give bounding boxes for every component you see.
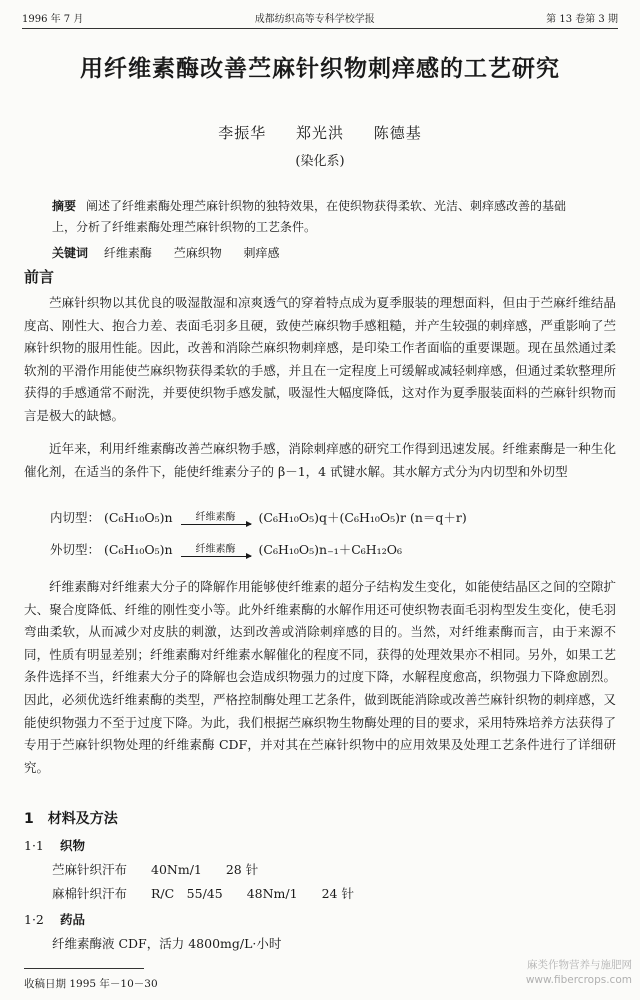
watermark-line: www.fibercrops.com bbox=[525, 974, 632, 986]
fabric-gauge: 28 针 bbox=[225, 862, 259, 877]
keyword: 刺痒感 bbox=[243, 246, 280, 260]
subsection-chemicals bbox=[24, 910, 85, 928]
formula-product: (C₆H₁₀O₅)n₋₁＋C₆H₁₂O₆ bbox=[258, 542, 402, 557]
fabric-name: 苎麻针织汗布 bbox=[52, 862, 128, 877]
footnote-rule bbox=[24, 968, 144, 969]
keywords bbox=[52, 244, 588, 261]
keyword: 苎麻织物 bbox=[173, 246, 222, 260]
running-header bbox=[22, 6, 618, 29]
keyword: 纤维素酶 bbox=[103, 246, 152, 260]
paper-title: 用纤维素酶改善苎麻针织物刺痒感的工艺研究 bbox=[80, 56, 560, 82]
subsection-number: 1·1 bbox=[24, 838, 44, 853]
abstract-text: 阐述了纤维素酶处理苎麻针织物的独特效果，在使织物获得柔软、光洁、刺痒感改善的基础上，分析了纤维素酶处理苎麻针织物的工艺条件。 bbox=[52, 199, 567, 234]
formula-endo bbox=[50, 508, 467, 526]
footnote-received-date: 收稿日期 1995 年－10－30 bbox=[24, 978, 158, 990]
reaction-arrow bbox=[181, 512, 251, 525]
fabric-count: 40Nm/1 bbox=[151, 862, 202, 877]
formula-reactant: (C₆H₁₀O₅)n bbox=[104, 542, 173, 557]
enzyme-label: 纤维素酶 bbox=[195, 512, 236, 523]
author: 郑光洪 bbox=[295, 124, 344, 142]
author-list bbox=[0, 122, 640, 143]
subsection-fabric bbox=[24, 836, 85, 854]
watermark-line: 麻类作物营养与施肥网 bbox=[527, 959, 632, 971]
author: 李振华 bbox=[218, 124, 267, 142]
header-date: 1996 年 7 月 bbox=[22, 13, 84, 25]
subsection-title: 药品 bbox=[60, 912, 86, 927]
formula-product: (C₆H₁₀O₅)q＋(C₆H₁₀O₅)r (n＝q＋r) bbox=[258, 510, 467, 525]
watermark bbox=[526, 958, 632, 988]
author: 陈德基 bbox=[373, 124, 422, 142]
fabric-name: 麻棉针织汗布 bbox=[52, 886, 128, 901]
body-paragraph-3: 纤维素酶对纤维素大分子的降解作用能够使纤维素的超分子结构发生变化，如能使结晶区之间的空隙扩大、聚合度降低、纤维的刚性变小等。此外纤维素酶的水解作用还可使织物表面毛羽构型发生变化，使毛羽弯曲柔软，从而减少对皮肤的刺激，达到改善或消除刺痒感的目的。当然，对纤维素酶而言，由于来源不同，性质有明显差别；纤维素酶对纤维素水解催化的程度不同，获得的处理效果亦不相同。另外，如果工艺条件选择不当，纤维素大分子的降解也会造成织物强力的过度下降，水解程度愈高，织物强力下降愈剧烈。因此，必须优选纤维素酶的类型，严格控制酶处理工艺条件，做到既能消除或改善苎麻针织物的刺痒感，又能使织物强力不至于过度下降。为此，我们根据苎麻织物生物酶处理的目的要求，采用特殊培养方法获得了专用于苎麻针织物处理的纤维素酶 CDF，并对其在苎麻针织物中的应用效果及处理工艺条件进行了详细研究。 bbox=[24, 579, 616, 775]
formula-exo bbox=[50, 540, 402, 558]
fabric-count: 48Nm/1 bbox=[246, 886, 298, 901]
keywords-label: 关键词 bbox=[52, 246, 89, 260]
fabric-blend: R/C 55/45 bbox=[151, 886, 223, 901]
header-volume: 第 13 卷第 3 期 bbox=[546, 13, 618, 25]
subsection-number: 1·2 bbox=[24, 912, 44, 927]
section-heading-1: 1 材料及方法 bbox=[24, 811, 118, 827]
reaction-arrow bbox=[181, 544, 251, 557]
fabric-item bbox=[52, 860, 278, 878]
intro-heading: 前言 bbox=[24, 268, 55, 286]
formula-label: 外切型： bbox=[50, 542, 101, 557]
enzyme-label: 纤维素酶 bbox=[195, 544, 236, 555]
subsection-title: 织物 bbox=[60, 838, 86, 853]
department: (染化系) bbox=[295, 154, 345, 169]
fabric-gauge: 24 针 bbox=[321, 886, 354, 901]
formula-label: 内切型： bbox=[50, 510, 101, 525]
formula-reactant: (C₆H₁₀O₅)n bbox=[104, 510, 173, 525]
intro-paragraph-1: 苎麻针织物以其优良的吸湿散湿和凉爽透气的穿着特点成为夏季服装的理想面料，但由于苎麻纤维结晶度高、刚性大、抱合力差、表面毛羽多且硬，致使苎麻织物手感粗糙，并产生较强的刺痒感，严重影响了苎麻针织物的服用性能。因此，改善和消除苎麻织物刺痒感，是印染工作者面临的重要课题。现在虽然通过柔软剂的平滑作用能使苎麻织物获得柔软的手感，并且在一定程度上可缓解或减轻刺痒感，但通过柔软整理所获得的手感通常不耐洗，并要使织物手感发腻，吸湿性大幅度降低，这对作为夏季服装面料的苎麻针织物而言是极大的缺憾。 bbox=[24, 295, 616, 423]
chemical-item: 纤维素酶液 CDF，活力 4800mg/L·小时 bbox=[52, 936, 282, 951]
header-journal: 成都纺织高等专科学校学报 bbox=[254, 13, 375, 25]
abstract-label: 摘要 bbox=[52, 199, 77, 213]
abstract bbox=[52, 196, 588, 238]
fabric-item bbox=[52, 884, 374, 902]
intro-paragraph-2: 近年来，利用纤维素酶改善苎麻织物手感，消除刺痒感的研究工作得到迅速发展。纤维素酶是一种生化催化剂，在适当的条件下，能使纤维素分子的 β－1，4 甙键水解。其水解方式分为内切型和外切型 bbox=[24, 441, 616, 479]
